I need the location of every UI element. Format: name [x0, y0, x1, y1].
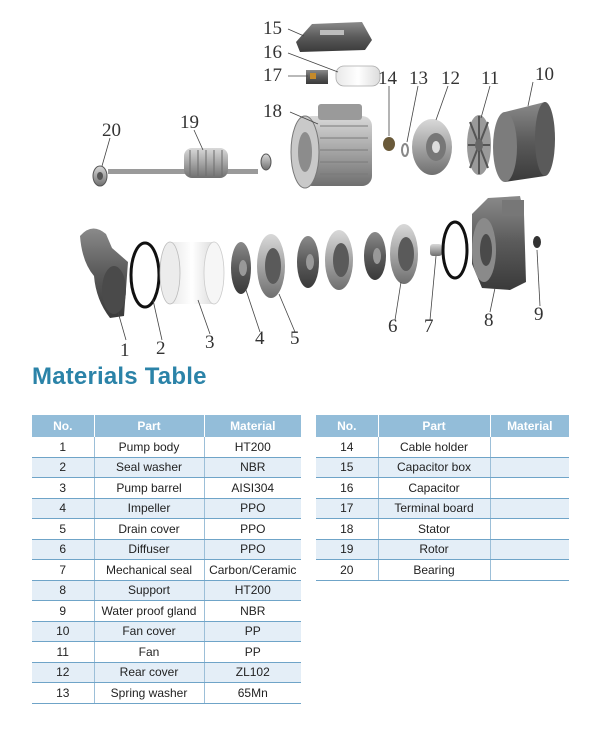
table-row	[32, 621, 301, 642]
table-row	[316, 478, 569, 499]
cell-no: 11	[32, 642, 94, 663]
materials-table-right	[316, 415, 569, 581]
callout-1: 1	[120, 340, 130, 361]
cell-part: Rotor	[378, 539, 490, 560]
header-part: Part	[378, 415, 490, 437]
cell-material	[490, 539, 569, 560]
cell-material: 65Mn	[204, 683, 301, 704]
cell-no: 4	[32, 498, 94, 519]
impeller-part	[231, 242, 251, 294]
table-row	[32, 683, 301, 704]
table-row	[316, 437, 569, 457]
cell-no: 6	[32, 539, 94, 560]
cell-part: Terminal board	[378, 498, 490, 519]
cell-material: HT200	[204, 580, 301, 601]
cell-part: Cable holder	[378, 437, 490, 457]
callout-19: 19	[180, 112, 199, 133]
callout-8: 8	[484, 310, 494, 331]
cell-material	[490, 519, 569, 540]
cell-no: 2	[32, 457, 94, 478]
pump-barrel-part	[160, 242, 224, 304]
cell-part: Support	[94, 580, 204, 601]
table-row	[32, 642, 301, 663]
cell-no: 18	[316, 519, 378, 540]
materials-table-left	[32, 415, 301, 704]
support-part	[472, 196, 526, 290]
callout-17: 17	[263, 65, 282, 86]
o-ring-part	[443, 222, 467, 278]
terminal-board-part	[306, 70, 328, 84]
cell-material: NBR	[204, 601, 301, 622]
cell-part: Diffuser	[94, 539, 204, 560]
stage-parts-group	[297, 230, 386, 290]
cable-holder-part	[383, 137, 395, 151]
callout-10: 10	[535, 64, 554, 85]
cell-no: 10	[32, 621, 94, 642]
table-header-row	[316, 415, 569, 437]
cell-no: 19	[316, 539, 378, 560]
cell-part: Seal washer	[94, 457, 204, 478]
cell-part: Mechanical seal	[94, 560, 204, 581]
cell-part: Stator	[378, 519, 490, 540]
callout-7: 7	[424, 316, 434, 337]
cell-material: HT200	[204, 437, 301, 457]
cell-material	[490, 457, 569, 478]
cell-material	[490, 498, 569, 519]
table-row	[316, 519, 569, 540]
cell-part: Rear cover	[94, 662, 204, 683]
cell-part: Pump barrel	[94, 478, 204, 499]
callout-12: 12	[441, 68, 460, 89]
cell-no: 9	[32, 601, 94, 622]
callout-14: 14	[378, 68, 397, 89]
callout-15: 15	[263, 18, 282, 39]
cell-part: Spring washer	[94, 683, 204, 704]
cell-no: 12	[32, 662, 94, 683]
cell-no: 7	[32, 560, 94, 581]
stator-part	[291, 104, 372, 188]
cell-part: Impeller	[94, 498, 204, 519]
table-row	[316, 560, 569, 581]
callout-16: 16	[263, 42, 282, 63]
table-row	[32, 662, 301, 683]
rear-cover-part	[412, 119, 452, 175]
table-row	[32, 560, 301, 581]
table-body-left	[32, 437, 301, 703]
callout-3: 3	[205, 332, 215, 353]
materials-table-title: Materials Table	[32, 363, 207, 390]
cell-part: Capacitor box	[378, 457, 490, 478]
header-part: Part	[94, 415, 204, 437]
cell-no: 16	[316, 478, 378, 499]
cell-part: Fan	[94, 642, 204, 663]
cell-material	[490, 560, 569, 581]
header-material: Material	[204, 415, 301, 437]
cell-no: 20	[316, 560, 378, 581]
diffuser-part	[390, 224, 418, 284]
cell-no: 8	[32, 580, 94, 601]
capacitor-part	[336, 66, 380, 86]
water-proof-gland-part	[533, 236, 541, 248]
cell-material: PPO	[204, 519, 301, 540]
callout-18: 18	[263, 101, 282, 122]
table-header-row	[32, 415, 301, 437]
table-row	[32, 580, 301, 601]
cell-no: 17	[316, 498, 378, 519]
mechanical-seal-part	[430, 244, 442, 256]
cell-material: Carbon/Ceramic	[204, 560, 301, 581]
cell-no: 13	[32, 683, 94, 704]
callout-11: 11	[481, 68, 500, 89]
callout-5: 5	[290, 328, 300, 349]
callout-4: 4	[255, 328, 265, 349]
callout-20: 20	[102, 120, 121, 141]
header-no: No.	[316, 415, 378, 437]
cell-material	[490, 437, 569, 457]
cell-part: Capacitor	[378, 478, 490, 499]
cell-part: Water proof gland	[94, 601, 204, 622]
pump-body-part	[80, 228, 128, 318]
table-row	[32, 437, 301, 457]
table-row	[32, 519, 301, 540]
exploded-pump-diagram	[0, 0, 600, 362]
cell-no: 1	[32, 437, 94, 457]
cell-part: Fan cover	[94, 621, 204, 642]
fan-cover-part	[493, 102, 555, 182]
cell-no: 3	[32, 478, 94, 499]
seal-washer-part	[131, 243, 159, 307]
cell-material	[490, 478, 569, 499]
table-row	[32, 478, 301, 499]
table-row	[316, 498, 569, 519]
callout-labels	[102, 18, 554, 361]
table-row	[32, 601, 301, 622]
fan-part	[467, 115, 491, 175]
cell-material: PPO	[204, 539, 301, 560]
drain-cover-part	[257, 234, 285, 298]
cell-material: PP	[204, 621, 301, 642]
callout-9: 9	[534, 304, 544, 325]
callout-13: 13	[409, 68, 428, 89]
header-material: Material	[490, 415, 569, 437]
cell-no: 15	[316, 457, 378, 478]
cell-part: Bearing	[378, 560, 490, 581]
callout-2: 2	[156, 338, 166, 359]
callout-6: 6	[388, 316, 398, 337]
capacitor-box-part	[296, 22, 372, 52]
table-row	[316, 457, 569, 478]
header-no: No.	[32, 415, 94, 437]
table-row	[32, 498, 301, 519]
spring-washer-part	[402, 144, 408, 156]
cell-material: NBR	[204, 457, 301, 478]
cell-material: PP	[204, 642, 301, 663]
table-row	[32, 457, 301, 478]
table-row	[316, 539, 569, 560]
cell-material: PPO	[204, 498, 301, 519]
cell-part: Drain cover	[94, 519, 204, 540]
table-row	[32, 539, 301, 560]
rotor-shaft-part	[93, 148, 271, 186]
cell-material: ZL102	[204, 662, 301, 683]
cell-material: AISI304	[204, 478, 301, 499]
cell-part: Pump body	[94, 437, 204, 457]
table-body-right	[316, 437, 569, 580]
cell-no: 14	[316, 437, 378, 457]
cell-no: 5	[32, 519, 94, 540]
